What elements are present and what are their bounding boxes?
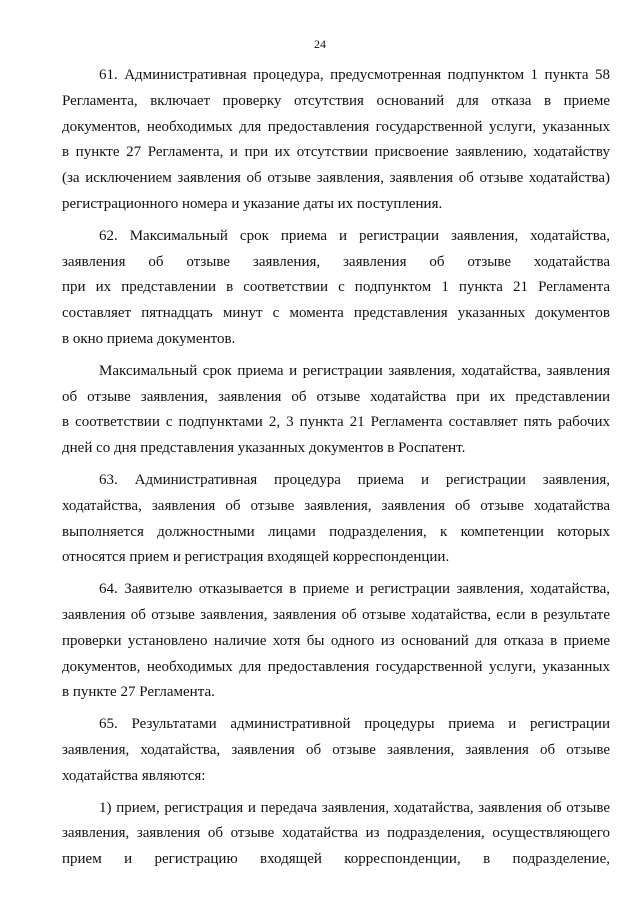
text-line: регистрационного номера и указание даты их поступления. [62,195,443,212]
text-line: относятся прием и регистрация входящей корреспонденции. [62,549,450,566]
text-line: заявления об отзыве заявления, заявления об отзыве ходатайства, если в результате [62,606,610,623]
text-line: 62. Максимальный срок приема и регистрации заявления, ходатайства, [99,227,610,244]
text-line: Максимальный срок приема и регистрации заявления, ходатайства, заявления [99,362,610,379]
text-line: составляет пятнадцать минут с момента представления указанных документов [62,305,610,322]
paragraph-max-term [62,359,610,462]
text-line: ходатайства, заявления об отзыве заявления, заявления об отзыве ходатайства [62,497,610,514]
text-line: заявления, заявления об отзыве ходатайства из подразделения, осуществляющего [62,825,610,842]
text-line: об отзыве заявления, заявления об отзыве ходатайства при их представлении [62,388,610,405]
text-line: в соответствии с подпунктами 2, 3 пункта 21 Регламента составляет пять рабочих [62,414,610,431]
text-line: в пункте 27 Регламента. [62,684,215,701]
document-body [62,63,610,879]
text-line: в пункте 27 Регламента, и при их отсутствии присвоение заявлению, ходатайству [62,144,610,161]
paragraph-62 [62,224,610,353]
text-line: заявления об отзыве заявления, заявления об отзыве ходатайства [62,253,610,270]
text-line: в окно приема документов. [62,330,236,347]
text-line: документов, необходимых для предоставления государственной услуги, указанных [62,658,610,675]
text-line: 63. Административная процедура приема и регистрации заявления, [99,471,610,488]
text-line: 1) прием, регистрация и передача заявления, ходатайства, заявления об отзыве [99,799,610,816]
page-number: 24 [314,37,326,51]
text-line: ходатайства являются: [62,767,206,784]
text-line: 64. Заявителю отказывается в приеме и регистрации заявления, ходатайства, [99,581,610,598]
text-line: документов, необходимых для предоставления государственной услуги, указанных [62,118,610,135]
text-line: дней со дня представления указанных документов в Роспатент. [62,440,466,457]
text-line: выполняется должностными лицами подразделения, к компетенции которых [62,523,610,540]
text-line: 61. Административная процедура, предусмотренная подпунктом 1 пункта 58 [99,67,610,83]
paragraph-63 [62,468,610,571]
text-line: при их представлении в соответствии с подпунктом 1 пункта 21 Регламента [62,279,610,296]
text-line: проверки установлено наличие хотя бы одного из оснований для отказа в приеме [62,632,610,649]
text-line: (за исключением заявления об отзыве заявления, заявления об отзыве ходатайства) [62,170,610,187]
list-item-1 [62,796,610,873]
text-line: Регламента, включает проверку отсутствия оснований для отказа в приеме [62,92,610,109]
text-line: заявления, ходатайства, заявления об отзыве заявления, заявления об отзыве [62,741,610,758]
paragraph-61 [62,63,610,218]
text-line: прием и регистрацию входящей корреспонденции, в подразделение, [62,851,610,868]
paragraph-64 [62,577,610,706]
paragraph-65 [62,712,610,789]
text-line: 65. Результатами административной процедуры приема и регистрации [99,716,610,733]
